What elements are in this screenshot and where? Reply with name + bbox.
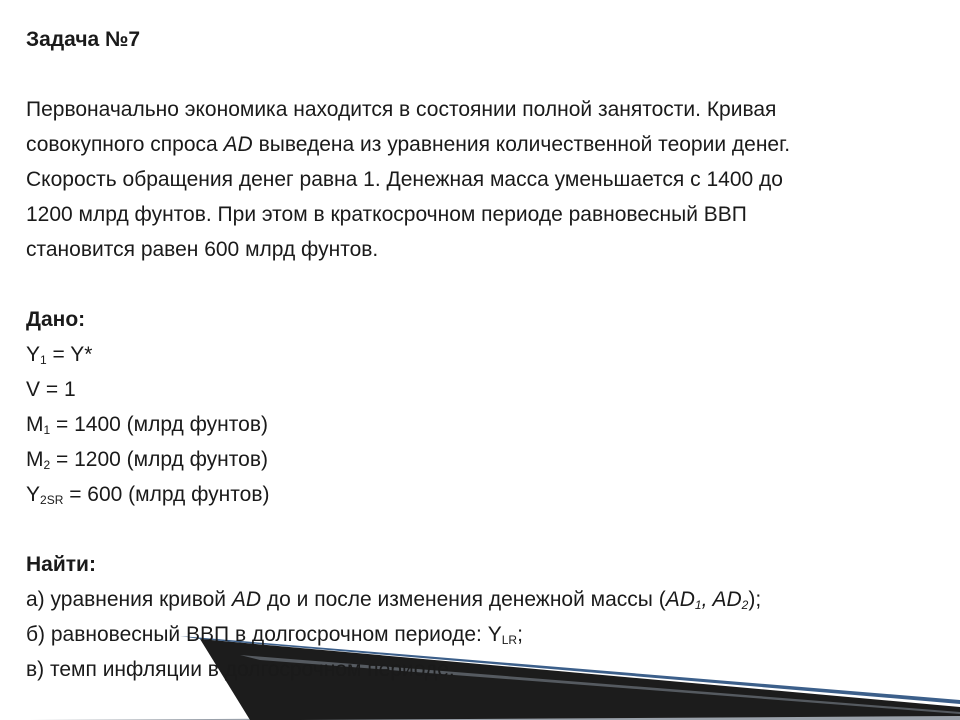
find-item-b: б) равновесный ВВП в долгосрочном периоде: $Y_{LR}$;	[26, 623, 523, 647]
given-item-y2sr: $Y_{2SR} = 600$ (млрд фунтов)	[26, 483, 270, 507]
given-item-m1: $M_1 = 1400$ (млрд фунтов)	[26, 413, 268, 437]
slide-content	[26, 22, 936, 687]
given-heading: Дано:	[26, 308, 86, 331]
given-item-v: V = 1	[26, 378, 76, 401]
find-item-c: в) темп инфляции в долгосрочном периоде.	[26, 658, 455, 681]
problem-line-1: Первоначально экономика находится в состоянии полной занятости. Кривая	[26, 98, 777, 121]
given-item-m2: $M_2 = 1200$ (млрд фунтов)	[26, 448, 268, 472]
ad-term: AD	[223, 133, 253, 156]
problem-line-3: Скорость обращения денег равна 1. Денежная масса уменьшается с 1400 до	[26, 168, 783, 191]
task-title: Задача №7	[26, 28, 141, 51]
problem-line-5: становится равен 600 млрд фунтов.	[26, 238, 379, 261]
given-item-y1: $Y_1 = Y*$	[26, 343, 93, 367]
problem-line-4: 1200 млрд фунтов. При этом в краткосрочном периоде равновесный ВВП	[26, 203, 747, 226]
find-heading: Найти:	[26, 553, 96, 576]
problem-line-2: совокупного спроса AD выведена из уравнения количественной теории денег.	[26, 133, 791, 156]
given-list	[26, 337, 936, 512]
problem-statement	[26, 92, 936, 267]
find-item-a: а) уравнения кривой AD до и после изменения денежной массы ($AD_1$, $AD_2$);	[26, 588, 762, 612]
